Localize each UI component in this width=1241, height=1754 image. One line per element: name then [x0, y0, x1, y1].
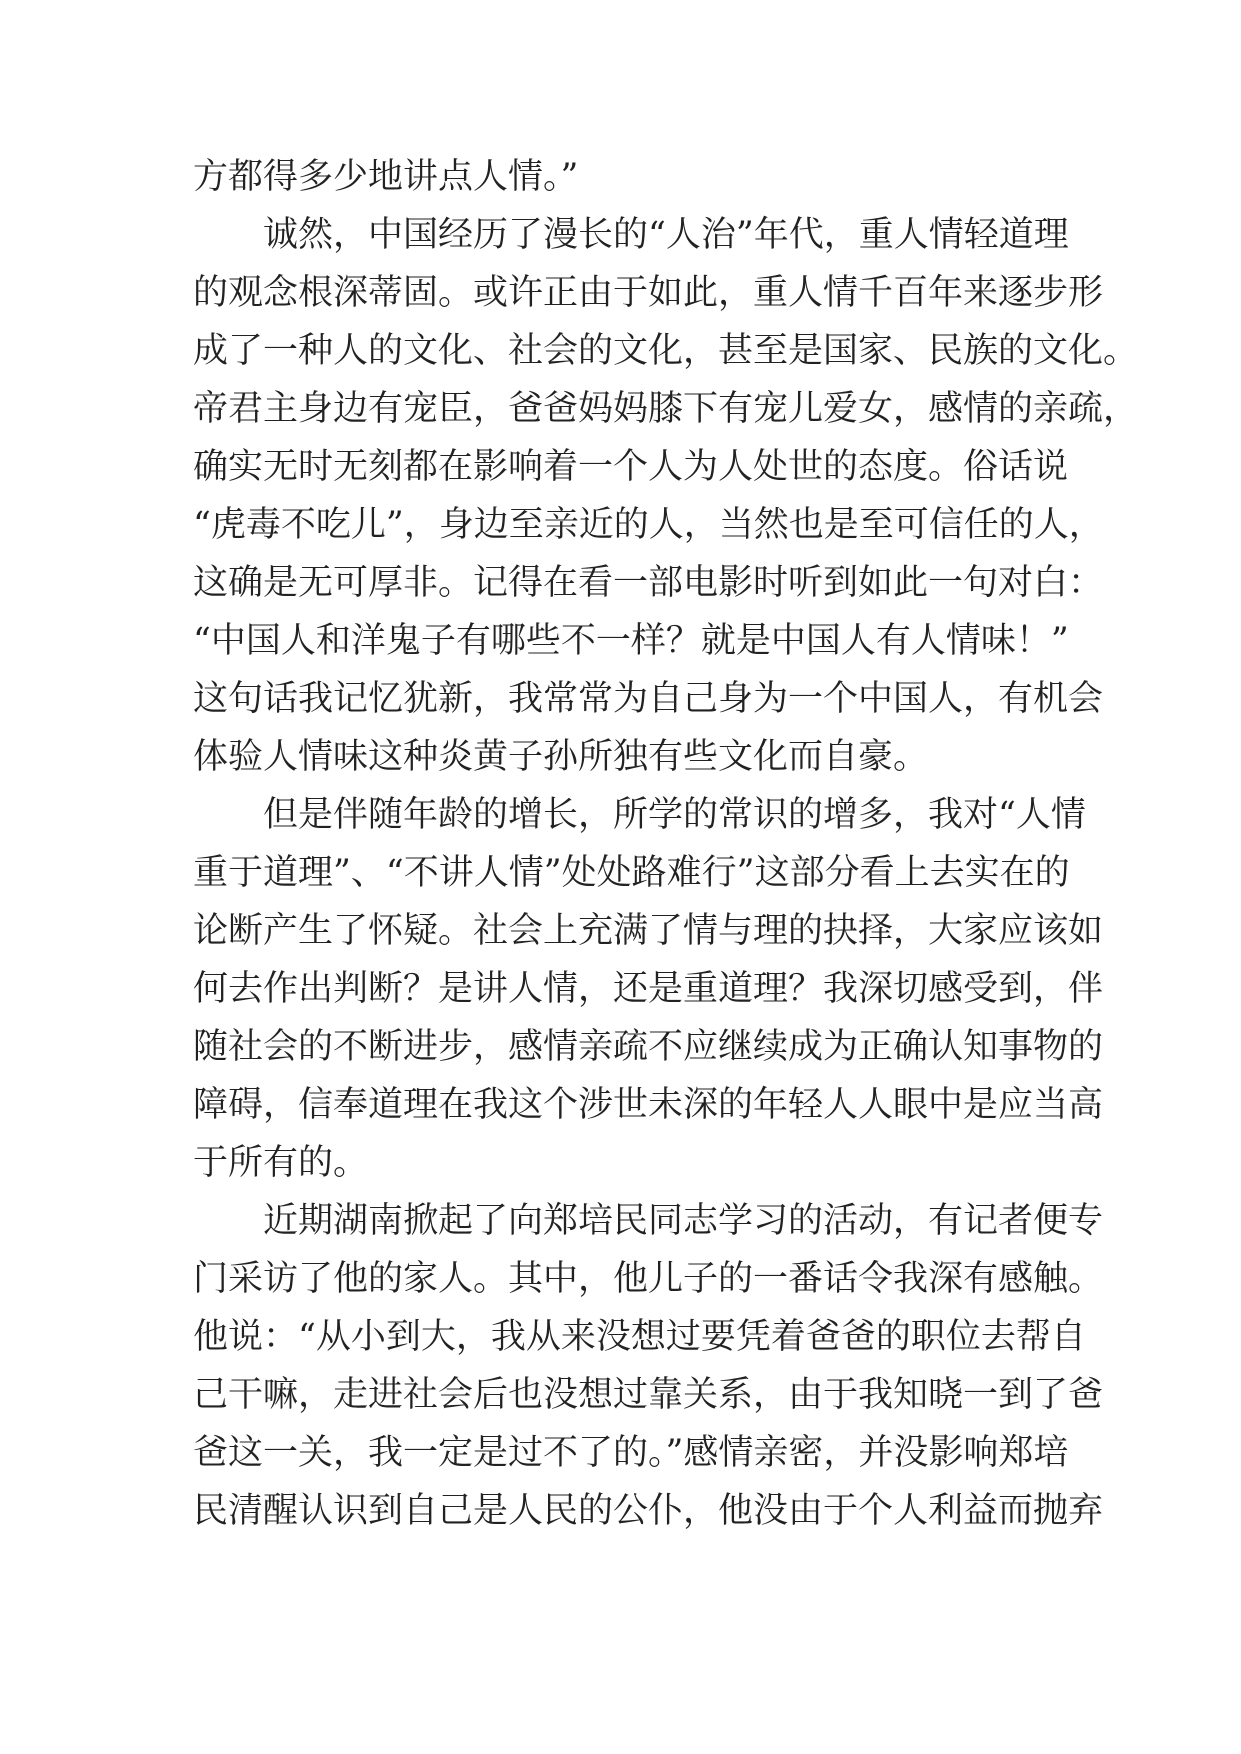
text-line: 但是伴随年龄的增长，所学的常识的增多，我对“人情 [263, 795, 1086, 835]
text-line: 何去作出判断？是讲人情，还是重道理？我深切感受到，伴 [193, 969, 1104, 1009]
paragraph-4 [193, 1192, 1104, 1540]
paragraph-2 [193, 206, 1139, 786]
text-line: 帝君主身边有宠臣，爸爸妈妈膝下有宠儿爱女，感情的亲疏， [193, 389, 1139, 429]
text-line: 诚然，中国经历了漫长的“人治”年代，重人情轻道理 [263, 215, 1069, 255]
text-line: 民清醒认识到自己是人民的公仆，他没由于个人利益而抛弃 [193, 1491, 1104, 1531]
text-line: 成了一种人的文化、社会的文化，甚至是国家、民族的文化。 [193, 331, 1139, 371]
text-line: 随社会的不断进步，感情亲疏不应继续成为正确认知事物的 [193, 1027, 1104, 1067]
text-line: 于所有的。 [193, 1143, 369, 1183]
text-line: 近期湖南掀起了向郑培民同志学习的活动，有记者便专 [263, 1201, 1104, 1241]
text-line: 论断产生了怀疑。社会上充满了情与理的抉择，大家应该如 [193, 911, 1104, 951]
text-line: 这句话我记忆犹新，我常常为自己身为一个中国人，有机会 [193, 679, 1104, 719]
text-line: 方都得多少地讲点人情。” [193, 157, 579, 197]
text-line: 体验人情味这种炎黄子孙所独有些文化而自豪。 [193, 737, 929, 777]
text-line: 他说：“从小到大，我从来没想过要凭着爸爸的职位去帮自 [193, 1317, 1086, 1357]
text-line: 的观念根深蒂固。或许正由于如此，重人情千百年来逐步形 [193, 273, 1104, 313]
paragraph-1 [193, 148, 1049, 206]
text-line: 己干嘛，走进社会后也没想过靠关系，由于我知晓一到了爸 [193, 1375, 1104, 1415]
text-line: 重于道理”、“不讲人情”处处路难行”这部分看上去实在的 [193, 853, 1070, 893]
text-line: 障碍，信奉道理在我这个涉世未深的年轻人人眼中是应当高 [193, 1085, 1104, 1125]
text-line: 爸这一关，我一定是过不了的。”感情亲密，并没影响郑培 [193, 1433, 1069, 1473]
text-line: “中国人和洋鬼子有哪些不一样？就是中国人有人情味！” [193, 621, 1069, 661]
text-line: 门采访了他的家人。其中，他儿子的一番话令我深有感触。 [193, 1259, 1104, 1299]
body-text [193, 148, 1139, 1540]
text-line: 这确是无可厚非。记得在看一部电影时听到如此一句对白： [193, 563, 1104, 603]
text-line: “虎毒不吃儿”，身边至亲近的人，当然也是至可信任的人， [193, 505, 1104, 545]
paragraph-3 [193, 786, 1104, 1192]
text-line: 确实无时无刻都在影响着一个人为人处世的态度。俗话说 [193, 447, 1069, 487]
